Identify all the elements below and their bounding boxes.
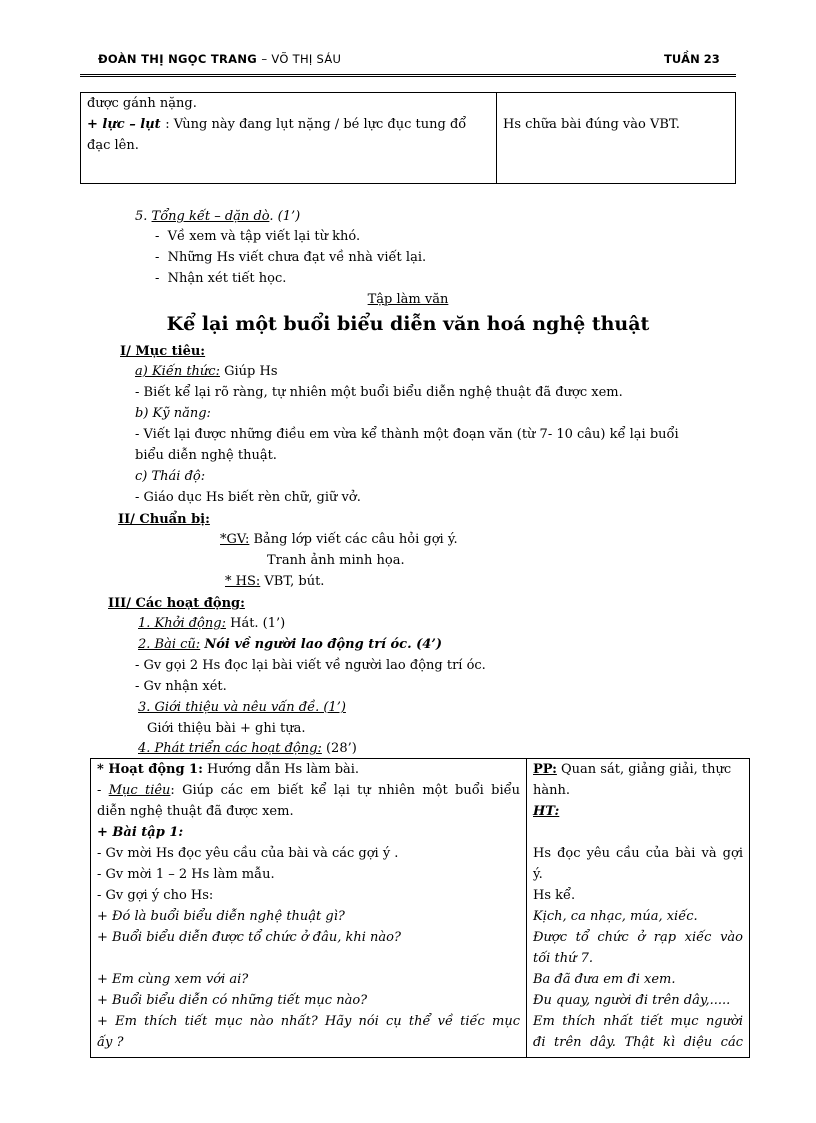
activity-step-3: 3. Giới thiệu và nêu vấn đề. (1’) (138, 700, 346, 715)
school-name: – VÕ THỊ SÁU (261, 52, 342, 66)
lesson-title: Kể lại một buổi biểu diễn văn hoá nghệ thuật (166, 313, 650, 335)
summary-time: . (1’) (269, 209, 301, 224)
goal-label: Mục tiêu (108, 783, 171, 798)
objective-a-detail: - Biết kể lại rõ ràng, tự nhiên một buổi biểu diễn nghệ thuật đã được xem. (135, 385, 623, 400)
step-2-text: Nói về người lao động trí óc. (4’) (204, 637, 443, 652)
activity-right-line: Đu quay, người đi trên dây,..... (533, 993, 731, 1008)
summary-number: 5. (135, 209, 152, 224)
header-author (98, 52, 341, 66)
summary-item-text: Nhận xét tiết học. (167, 271, 287, 286)
activity-left-line: + Buổi biểu diễn có những tiết mục nào? (97, 993, 368, 1008)
activity-left-line: diễn nghệ thuật đã được xem. (97, 804, 294, 819)
activity-left-line: + Buổi biểu diễn được tổ chức ở đâu, khi nào? (97, 930, 401, 945)
summary-heading (135, 209, 300, 224)
exercise-label: + Bài tập 1: (97, 825, 184, 840)
continuation-right-cell (497, 93, 736, 184)
term: + lực – lụt (87, 117, 166, 132)
prep-hs-text: VBT, bút. (264, 574, 325, 589)
prep-heading: II/ Chuẩn bị: (118, 512, 210, 527)
continuation-table (80, 92, 736, 184)
activity-left-line: + Đó là buổi biểu diễn nghệ thuật gì? (97, 909, 345, 924)
activity-left-line: - Gv gợi ý cho Hs: (97, 888, 214, 903)
prep-gv (220, 532, 458, 547)
activity-right-line: ý. (533, 867, 543, 882)
objective-a-text: Giúp Hs (224, 364, 278, 379)
prep-gv-text: Bảng lớp viết các câu hỏi gợi ý. (253, 532, 458, 547)
activity-right-line: PP: Quan sát, giảng giải, thực (533, 762, 732, 777)
summary-item: - Nhận xét tiết học. (155, 271, 287, 286)
step-4-label: 4. Phát triển các hoạt động: (138, 741, 322, 756)
activity-right-line: Hs đọc yêu cầu của bài và gợi (533, 846, 743, 861)
prep-gv-2: Tranh ảnh minh họa. (267, 553, 405, 568)
summary-title: Tổng kết – dặn dò (151, 209, 270, 224)
activity-step-2-a: - Gv gọi 2 Hs đọc lại bài viết về người lao động trí óc. (135, 658, 486, 673)
activity-step-3-text: Giới thiệu bài + ghi tựa. (147, 721, 306, 736)
activity-right-line: Em thích nhất tiết mục người (533, 1014, 743, 1029)
prep-gv-label: *GV: (220, 532, 250, 547)
activity-right-line: tối thứ 7. (533, 951, 593, 966)
activity-right-line: Hs kể. (533, 888, 576, 903)
objective-a (135, 364, 278, 379)
header-week: TUẦN 23 (664, 52, 720, 66)
activity-step-2-b: - Gv nhận xét. (135, 679, 227, 694)
activity-label: * Hoạt động 1: (97, 762, 203, 777)
activity-right-line: Kịch, ca nhạc, múa, xiếc. (533, 909, 698, 924)
step-1-label: 1. Khởi động: (138, 616, 226, 631)
objectives-heading: I/ Mục tiêu: (120, 344, 206, 359)
form-label: HT: (533, 804, 560, 819)
objective-c-label: c) Thái độ: (135, 469, 206, 484)
activity-right-line: Được tổ chức ở rạp xiếc vào (533, 930, 743, 945)
activity-right-line: Ba đã đưa em đi xem. (533, 972, 676, 987)
objective-a-label: a) Kiến thức: (135, 364, 220, 379)
objective-b-label: b) Kỹ năng: (135, 406, 211, 421)
objective-b-detail-2: biểu diễn nghệ thuật. (135, 448, 277, 463)
activity-left-line: - Gv mời Hs đọc yêu cầu của bài và các gợi ý . (97, 846, 399, 861)
summary-item-text: Những Hs viết chưa đạt về nhà viết lại. (167, 250, 427, 265)
activity-left-line (97, 948, 520, 969)
activity-step-1: 1. Khởi động: Hát. (1’) (138, 616, 286, 631)
step-4-time: (28’) (325, 741, 357, 756)
activity-left-cell (91, 759, 527, 1058)
objective-b-detail: - Viết lại được những điều em vừa kể thành một đoạn văn (từ 7- 10 câu) kể lại buổi (135, 427, 679, 442)
activity-left-line: - Mục tiêu: Giúp các em biết kể lại tự nhiên một buổi biểu (97, 783, 520, 798)
cell-line: Hs chữa bài đúng vào VBT. (503, 117, 680, 132)
activity-right-cell (527, 759, 750, 1058)
activity-left-line: ấy ? (97, 1035, 124, 1050)
step-2-label: 2. Bài cũ: (138, 637, 201, 652)
prep-hs-label: * HS: (225, 574, 261, 589)
activity-left-line (97, 822, 520, 843)
activity-right-line (533, 822, 743, 843)
prep-hs (225, 574, 324, 589)
summary-item: - Những Hs viết chưa đạt về nhà viết lại. (155, 250, 427, 265)
activity-left-line: - Gv mời 1 – 2 Hs làm mẫu. (97, 867, 275, 882)
objective-c-detail: - Giáo dục Hs biết rèn chữ, giữ vở. (135, 490, 361, 505)
activity-left-line: * Hoạt động 1: Hướng dẫn Hs làm bài. (97, 762, 360, 777)
summary-item: - Về xem và tập viết lại từ khó. (155, 229, 361, 244)
summary-item-text: Về xem và tập viết lại từ khó. (167, 229, 361, 244)
activities-heading: III/ Các hoạt động: (108, 596, 245, 611)
cell-line: + lực – lụt : Vùng này đang lụt nặng / bé lực đục tung đổ (87, 117, 467, 132)
activity-step-4 (138, 741, 357, 756)
continuation-left-cell (81, 93, 497, 184)
cell-line: được gánh nặng. (87, 96, 197, 111)
cell-line: đạc lên. (87, 138, 139, 153)
activity-left-line: + Em thích tiết mục nào nhất? Hãy nói cụ thể về tiếc mục (97, 1014, 520, 1029)
activity-right-line: hành. (533, 783, 571, 798)
activity-table (90, 758, 750, 1058)
activity-right-line: đi trên dây. Thật kì diệu các (533, 1035, 743, 1050)
method-label: PP: (533, 762, 557, 777)
activity-left-line: + Em cùng xem với ai? (97, 972, 249, 987)
activity-right-line (533, 801, 743, 822)
header-rule (80, 74, 736, 77)
lesson-subject: Tập làm văn (367, 292, 449, 307)
author-name: ĐOÀN THỊ NGỌC TRANG (98, 52, 258, 66)
activity-step-2 (138, 637, 442, 652)
